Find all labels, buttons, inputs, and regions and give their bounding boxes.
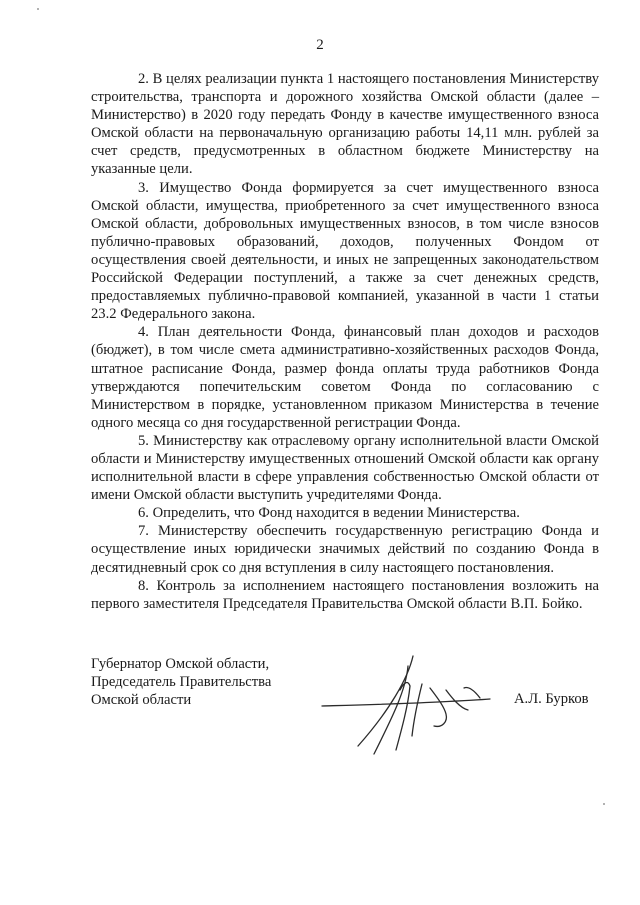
paragraph-8: 8. Контроль за исполнением настоящего постановления возложить на первого заместителя Председателя Правительства Омской области В.П. Бойко. bbox=[91, 577, 599, 612]
signatory-name: А.Л. Бурков bbox=[514, 691, 589, 707]
paragraph-5: 5. Министерству как отраслевому органу исполнительной власти Омской области и Министерству имущественных отношений Омской области как органу исполнительной власти в сфере управления собственностью Омской области от имени Омской области выступить учредителями Фонда. bbox=[91, 432, 599, 504]
signatory-title bbox=[91, 655, 271, 709]
page-number: 2 bbox=[316, 37, 324, 53]
signatory-title-line: Председатель Правительства bbox=[91, 674, 272, 691]
paragraph-6: 6. Определить, что Фонд находится в ведении Министерства. bbox=[138, 505, 520, 522]
signatory-title-line: Губернатор Омской области, bbox=[91, 656, 270, 672]
handwritten-signature bbox=[318, 650, 498, 760]
scan-speck bbox=[603, 803, 605, 805]
document-body bbox=[91, 70, 599, 613]
paragraph-7: 7. Министерству обеспечить государственную регистрацию Фонда и осуществление иных юридически значимых действий по созданию Фонда в десятидневный срок со дня вступления в силу настоящего постановления. bbox=[91, 523, 599, 576]
scan-speck bbox=[37, 8, 39, 10]
paragraph-3: 3. Имущество Фонда формируется за счет имущественного взноса Омской области, имущества, приобретенного за счет имущественного взноса Омской области, добровольных имущественных взносов, в том числе взносов публично-правовых образований, доходов, полученных Фондом от осуществления своей деятельности, и иных не запрещенных законодательством Российской Федерации поступлений, а также за счет денежных средств, предоставляемых публично-правовой компанией, указанной в части 1 статьи 23.2 Федерального закона. bbox=[91, 179, 599, 323]
paragraph-2: 2. В целях реализации пункта 1 настоящего постановления Министерству строительства, транспорта и дорожного хозяйства Омской области (далее – Министерство) в 2020 году передать Фонду в качестве имущественного взноса Омской области на первоначальную организацию работы 14,11 млн. рублей за счет средств, предусмотренных в областном бюджете Министерству на указанные цели. bbox=[91, 71, 599, 178]
signatory-title-line: Омской области bbox=[91, 692, 192, 709]
paragraph-4: 4. План деятельности Фонда, финансовый план доходов и расходов (бюджет), в том числе смета административно-хозяйственных расходов Фонда, штатное расписание Фонда, размер фонда оплаты труда работников Фонда утверждаются попечительским советом Фонда по согласованию с Министерством в порядке, установленном приказом Министерства в течение одного месяца со дня государственной регистрации Фонда. bbox=[91, 324, 599, 431]
